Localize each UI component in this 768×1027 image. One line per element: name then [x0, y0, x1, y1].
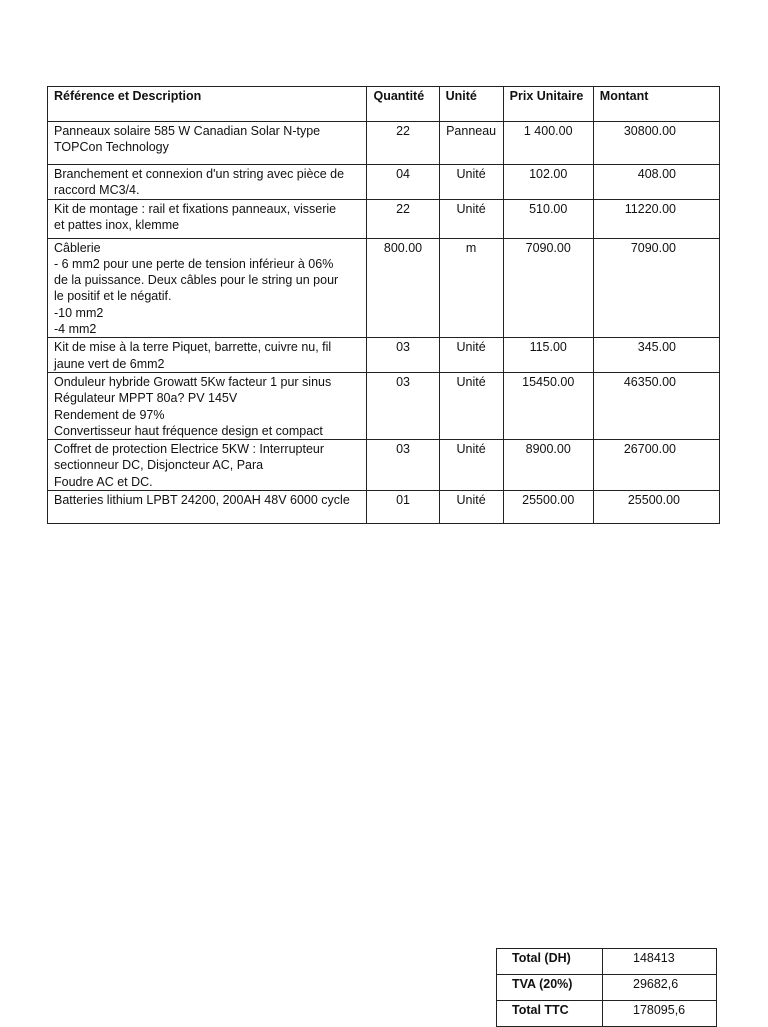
row-amount: 345.00 [593, 338, 719, 373]
total-label: TVA (20%) [497, 975, 603, 1001]
description-line: Onduleur hybride Growatt 5Kw facteur 1 pur sinus [54, 374, 332, 389]
total-row [497, 1001, 717, 1027]
description-line: sectionneur DC, Disjoncteur AC, Para [54, 458, 264, 473]
row-unit-price: 15450.00 [503, 372, 593, 439]
description-line: -10 mm2 [54, 305, 104, 320]
description-line: Rendement de 97% [54, 407, 165, 422]
total-value: 29682,6 [603, 975, 717, 1001]
table-row [48, 199, 720, 238]
description-line: Batteries lithium LPBT 24200, 200AH 48V 6000 cycle [54, 493, 350, 508]
description-line: - 6 mm2 pour une perte de tension inférieur à 06% [54, 256, 334, 271]
row-quantity: 800.00 [367, 238, 439, 338]
row-unit-price: 115.00 [503, 338, 593, 373]
row-unit: Panneau [439, 122, 503, 165]
header-unit-price: Prix Unitaire [503, 87, 593, 122]
row-description [48, 238, 367, 338]
description-line: Régulateur MPPT 80a? PV 145V [54, 391, 238, 406]
row-unit: Unité [439, 165, 503, 200]
row-unit-price: 102.00 [503, 165, 593, 200]
row-description [48, 338, 367, 373]
description-line: Kit de mise à la terre Piquet, barrette, cuivre nu, fil [54, 340, 332, 355]
description-line: -4 mm2 [54, 322, 97, 337]
description-line: Branchement et connexion d'un string avec pièce de [54, 167, 345, 181]
row-quantity: 01 [367, 491, 439, 524]
description-line: Panneaux solaire 585 W Canadian Solar N-type [54, 124, 321, 138]
total-label: Total (DH) [497, 949, 603, 975]
description-line: Convertisseur haut fréquence design et compact [54, 423, 323, 438]
table-row [48, 122, 720, 165]
row-unit: Unité [439, 372, 503, 439]
row-amount: 46350.00 [593, 372, 719, 439]
total-value: 178095,6 [603, 1001, 717, 1027]
description-line: Kit de montage : rail et fixations panneaux, visserie [54, 201, 337, 216]
header-unit: Unité [439, 87, 503, 122]
row-quantity: 22 [367, 122, 439, 165]
total-label: Total TTC [497, 1001, 603, 1027]
total-row [497, 949, 717, 975]
header-amount: Montant [593, 87, 719, 122]
description-line: et pattes inox, klemme [54, 217, 180, 232]
row-amount: 30800.00 [593, 122, 719, 165]
row-unit-price: 7090.00 [503, 238, 593, 338]
row-quantity: 04 [367, 165, 439, 200]
row-description [48, 199, 367, 238]
row-amount: 7090.00 [593, 238, 719, 338]
table-row [48, 165, 720, 200]
description-line: jaune vert de 6mm2 [54, 356, 165, 371]
row-unit: Unité [439, 338, 503, 373]
total-value: 148413 [603, 949, 717, 975]
row-unit-price: 1 400.00 [503, 122, 593, 165]
description-line: le positif et le négatif. [54, 289, 172, 304]
description-line: de la puissance. Deux câbles pour le string un pour [54, 273, 339, 288]
description-line: Foudre AC et DC. [54, 474, 153, 489]
row-amount: 408.00 [593, 165, 719, 200]
row-description [48, 491, 367, 524]
row-unit: Unité [439, 199, 503, 238]
row-unit-price: 25500.00 [503, 491, 593, 524]
row-description [48, 165, 367, 200]
header-quantity: Quantité [367, 87, 439, 122]
description-line: Coffret de protection Electrice 5KW : Interrupteur [54, 442, 325, 457]
description-line: raccord MC3/4. [54, 183, 140, 198]
description-line: Câblerie [54, 240, 101, 255]
row-amount: 11220.00 [593, 199, 719, 238]
row-quantity: 03 [367, 440, 439, 491]
row-quantity: 03 [367, 372, 439, 439]
invoice-items-table [47, 86, 720, 524]
row-amount: 25500.00 [593, 491, 719, 524]
row-description [48, 372, 367, 439]
row-description [48, 122, 367, 165]
row-unit-price: 8900.00 [503, 440, 593, 491]
row-quantity: 22 [367, 199, 439, 238]
totals-table [496, 948, 717, 1027]
table-row [48, 238, 720, 338]
row-unit-price: 510.00 [503, 199, 593, 238]
row-quantity: 03 [367, 338, 439, 373]
description-line: TOPCon Technology [54, 140, 169, 155]
table-header-row [48, 87, 720, 122]
row-amount: 26700.00 [593, 440, 719, 491]
table-row [48, 491, 720, 524]
table-row [48, 338, 720, 373]
total-row [497, 975, 717, 1001]
table-row [48, 440, 720, 491]
header-description: Référence et Description [48, 87, 367, 122]
row-description [48, 440, 367, 491]
table-row [48, 372, 720, 439]
row-unit: Unité [439, 440, 503, 491]
row-unit: m [439, 238, 503, 338]
row-unit: Unité [439, 491, 503, 524]
